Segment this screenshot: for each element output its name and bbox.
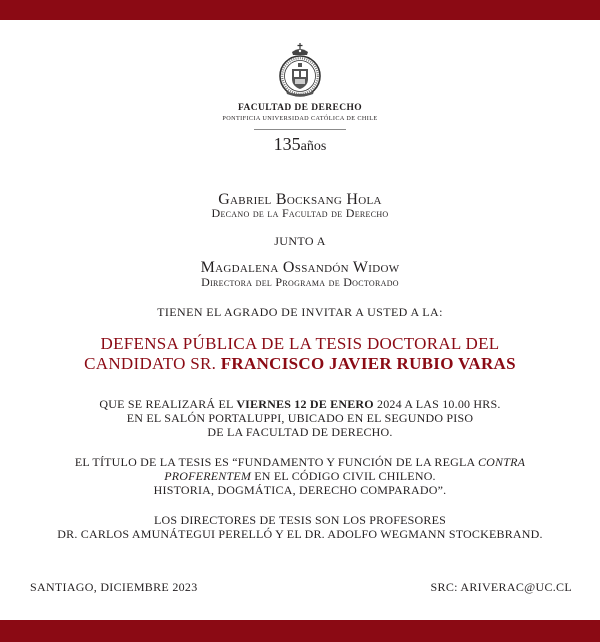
event-details: [0, 397, 600, 439]
faculty-name: FACULTAD DE DERECHO: [237, 103, 363, 113]
host2-name: Magdalena Ossandón Widow: [200, 259, 400, 276]
thesis-line1: [0, 455, 600, 469]
event-title-line1: DEFENSA PÚBLICA DE LA TESIS DOCTORAL DEL: [100, 334, 500, 353]
thesis-line2: [0, 469, 600, 483]
thesis-italic-1: CONTRA: [477, 455, 526, 469]
thesis-suffix: EN EL CÓDIGO CIVIL CHILENO.: [254, 469, 436, 483]
top-banner: [0, 0, 600, 20]
location-line-2: DE LA FACULTAD DE DERECHO.: [207, 425, 393, 439]
date-suffix: 2024 A LAS 10.00 HRS.: [377, 397, 501, 411]
event-title-line2: [0, 354, 600, 374]
host1-title: Decano de la Facultad de Derecho: [211, 206, 389, 220]
directors: [0, 513, 600, 541]
host2-title: Directora del Programa de Doctorado: [201, 275, 399, 289]
bottom-banner: [0, 620, 600, 642]
event-date: VIERNES 12 DE ENERO: [236, 397, 374, 411]
anniversary-mark: [0, 134, 600, 155]
anniversary-word: años: [300, 139, 327, 154]
thesis-title: [0, 455, 600, 497]
location-line: EN EL SALÓN PORTALUPPI, UBICADO EN EL SEGUNDO PISO: [126, 411, 474, 425]
junto-a: JUNTO A: [274, 234, 326, 248]
event-title: [0, 334, 600, 374]
candidate-name: FRANCISCO JAVIER RUBIO VARAS: [220, 354, 516, 373]
invite-line: TIENEN EL AGRADO DE INVITAR A USTED A LA:: [157, 305, 443, 319]
university-seal-icon: [276, 41, 324, 99]
divider: [254, 129, 346, 130]
host1-name: Gabriel Bocksang Hola: [218, 191, 382, 208]
candidate-prefix: CANDIDATO SR.: [84, 354, 217, 373]
date-prefix: QUE SE REALIZARÁ EL: [99, 397, 234, 411]
src-contact: SRC: ARIVERAC@UC.CL: [430, 580, 572, 594]
thesis-italic-2: PROFERENTEM: [164, 469, 252, 483]
university-name: PONTIFICIA UNIVERSIDAD CATÓLICA DE CHILE: [222, 115, 378, 122]
thesis-line3: HISTORIA, DOGMÁTICA, DERECHO COMPARADO”.: [153, 483, 447, 497]
anniversary-number: 135: [273, 134, 301, 154]
directors-line2: DR. CARLOS AMUNÁTEGUI PERELLÓ Y EL DR. ADOLFO WEGMANN STOCKEBRAND.: [57, 527, 543, 541]
place-date: SANTIAGO, DICIEMBRE 2023: [30, 580, 198, 594]
directors-line1: LOS DIRECTORES DE TESIS SON LOS PROFESORES: [153, 513, 446, 527]
thesis-prefix: EL TÍTULO DE LA TESIS ES “FUNDAMENTO Y FUNCIÓN DE LA REGLA: [74, 455, 475, 469]
date-line: [0, 397, 600, 411]
